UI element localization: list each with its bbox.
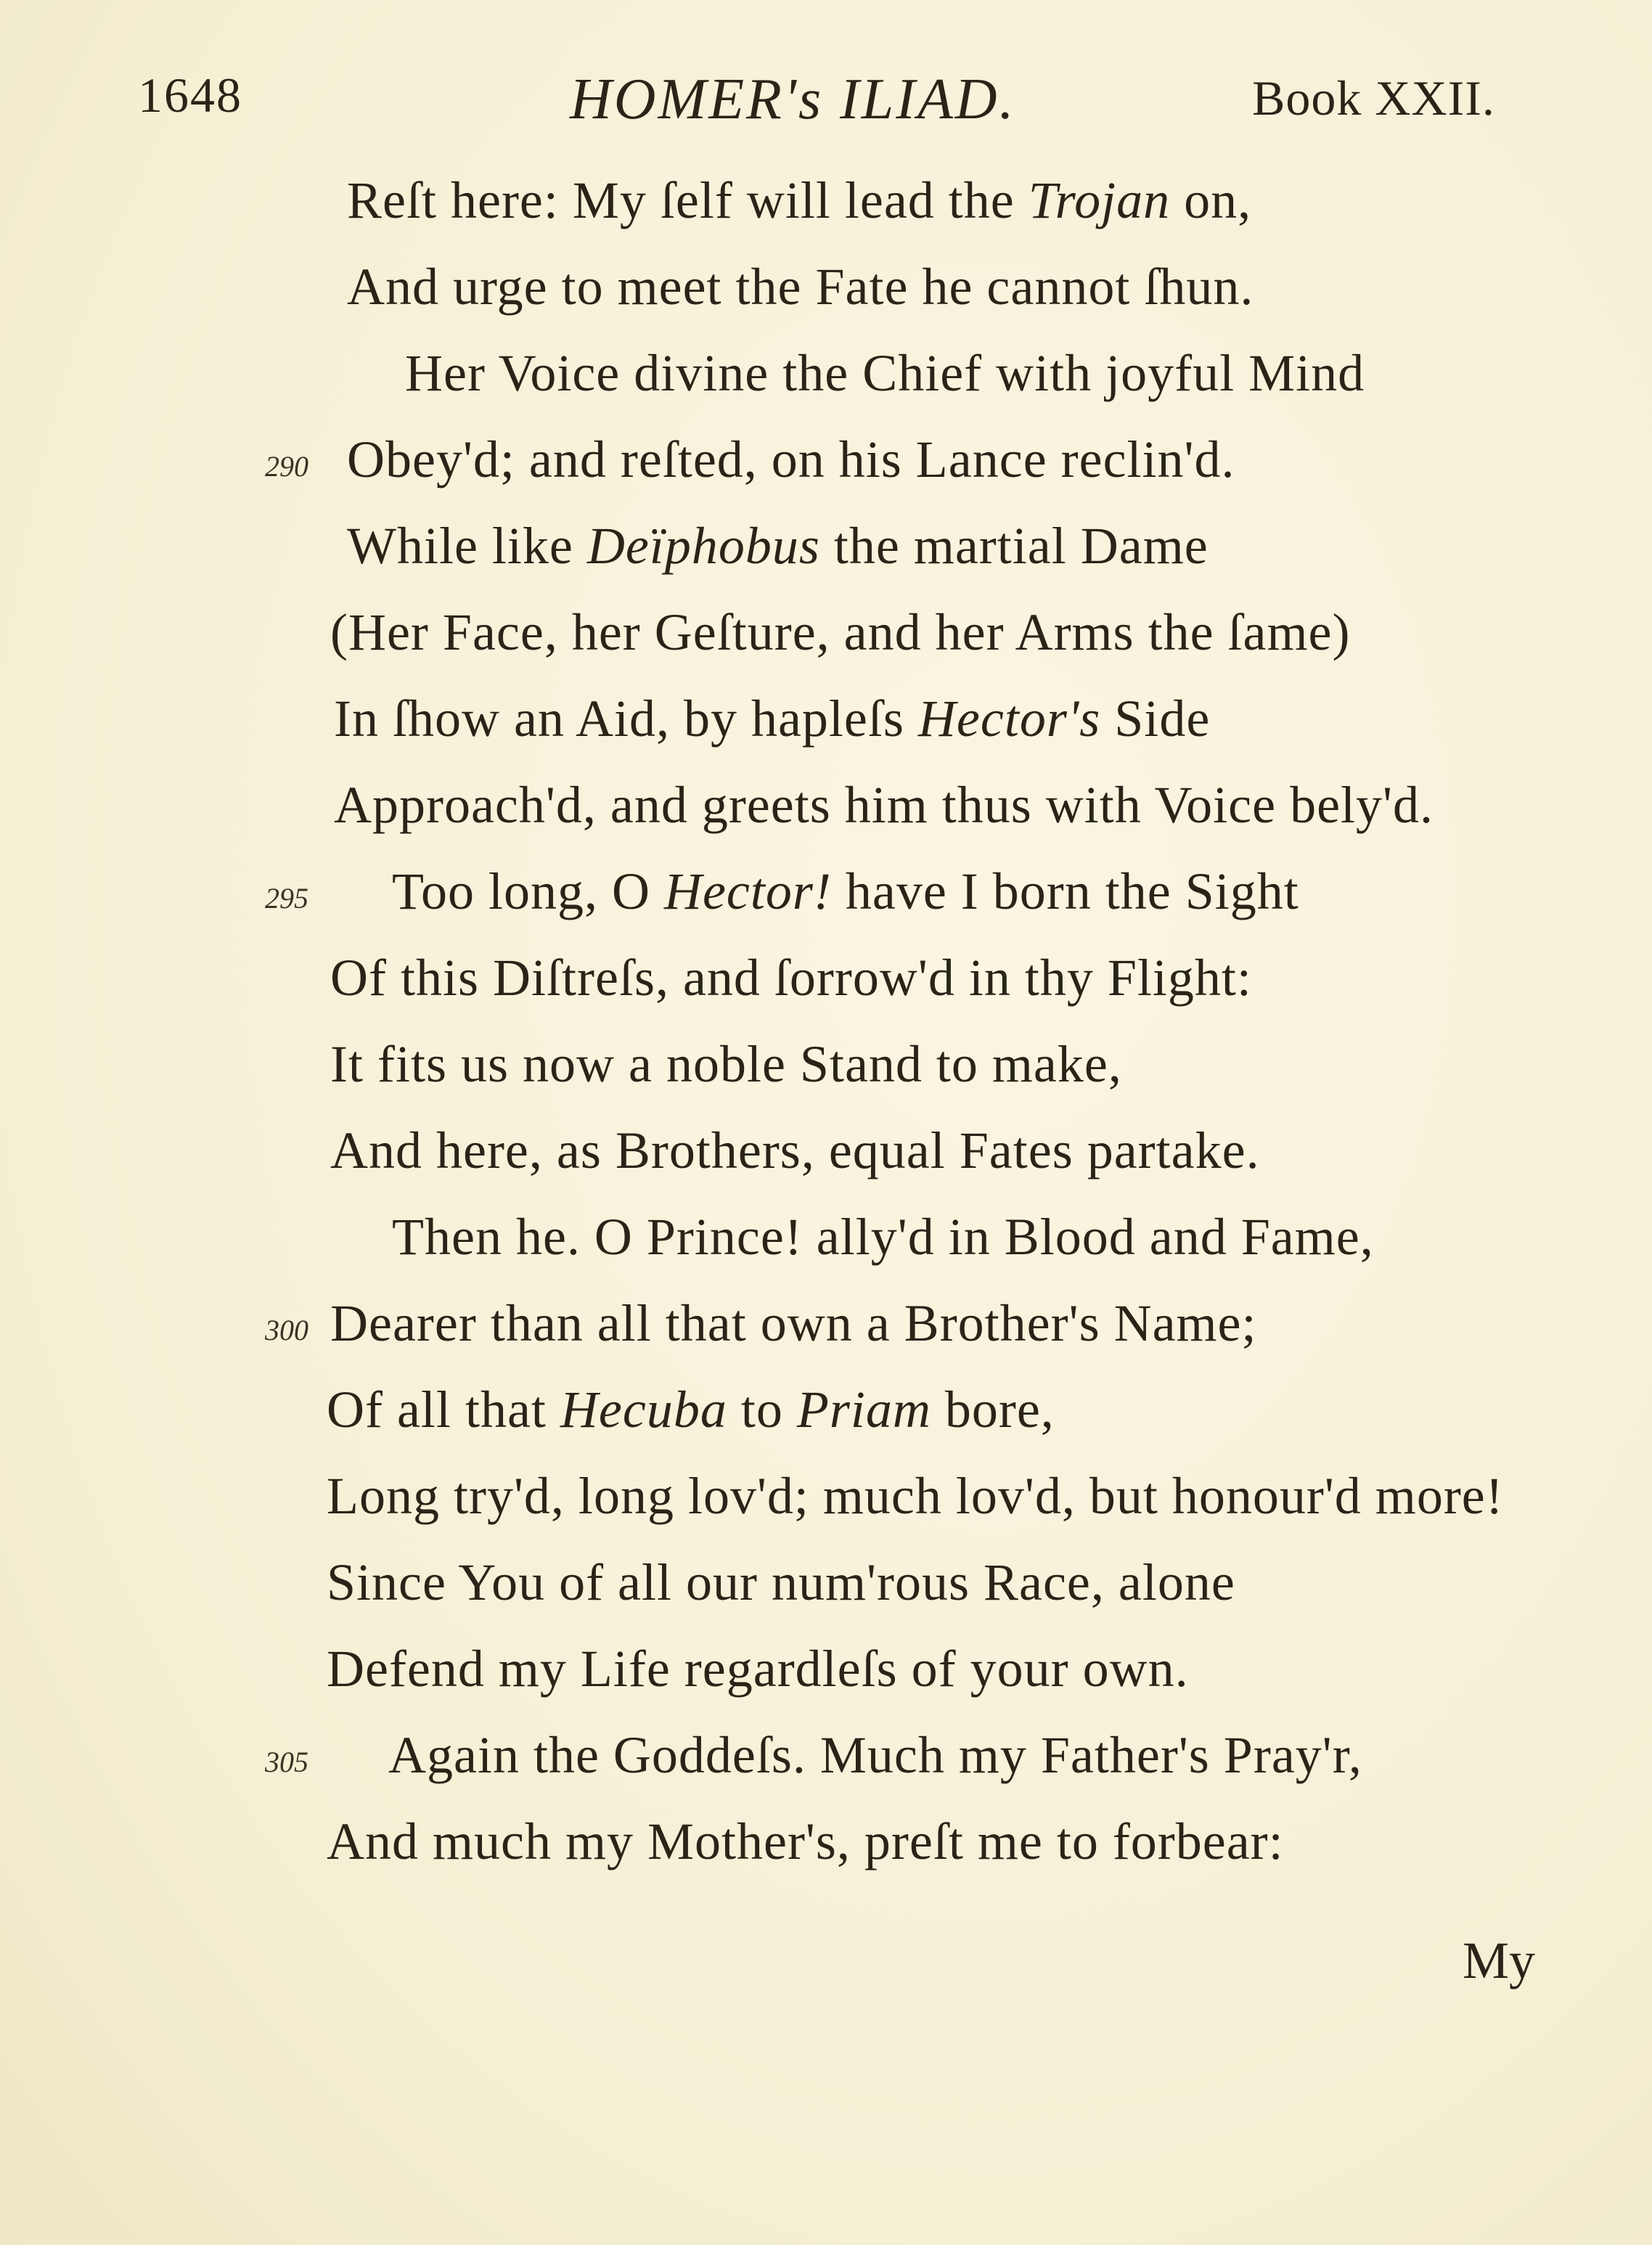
italic-word: Hector's xyxy=(917,690,1101,748)
verse-line xyxy=(347,517,1209,575)
verse-line xyxy=(327,1812,1284,1870)
text-segment: Long try'd, long lov'd; much lov'd, but honour'd more! xyxy=(327,1467,1504,1525)
line-number: 300 xyxy=(265,1314,308,1346)
text-segment: have I born the Sight xyxy=(831,862,1299,920)
text-segment: the martial Dame xyxy=(819,517,1209,575)
verse-line xyxy=(330,949,1252,1007)
text-segment: Again the Goddeſs. Much my Father's Pray'r, xyxy=(388,1726,1362,1784)
verse-line xyxy=(334,690,1211,748)
text-segment: to xyxy=(727,1381,797,1439)
italic-word: Trojan xyxy=(1028,171,1171,229)
text-segment: Reſt here: My ſelf will lead the xyxy=(347,171,1029,229)
running-title: HOMER's ILIAD. xyxy=(570,68,1016,131)
text-segment: Too long, O xyxy=(392,862,664,920)
text-segment: Of all that xyxy=(327,1381,560,1439)
verse-line xyxy=(327,1553,1235,1611)
text-segment: Her Voice divine the Chief with joyful Mind xyxy=(405,344,1365,402)
verse-line xyxy=(327,1381,1055,1439)
verse-line xyxy=(392,862,1299,920)
verse-line xyxy=(327,1467,1504,1525)
text-segment: And much my Mother's, preſt me to forbear: xyxy=(327,1812,1284,1870)
text-segment: Dearer than all that own a Brother's Name; xyxy=(330,1294,1257,1352)
verse-line xyxy=(347,258,1254,316)
text-segment: Approach'd, and greets him thus with Voice bely'd. xyxy=(334,776,1434,834)
running-header xyxy=(0,67,1652,147)
text-segment: Defend my Life regardleſs of your own. xyxy=(327,1640,1189,1698)
text-segment: While like xyxy=(347,517,587,575)
verse-line xyxy=(330,1121,1260,1179)
italic-word: Hecuba xyxy=(560,1381,727,1439)
text-segment: Side xyxy=(1100,690,1211,748)
catchword: My xyxy=(1463,1931,1536,1990)
verse-line xyxy=(327,1640,1189,1698)
text-segment: And urge to meet the Fate he cannot ſhun. xyxy=(347,258,1254,316)
book-label: Book XXII. xyxy=(1252,70,1495,126)
italic-word: Hector! xyxy=(663,862,832,920)
italic-word: Deïphobus xyxy=(586,517,820,575)
verse-line xyxy=(347,171,1252,229)
text-segment: Since You of all our num'rous Race, alone xyxy=(327,1553,1235,1611)
text-segment: Of this Diſtreſs, and ſorrow'd in thy Flight: xyxy=(330,949,1252,1007)
verse-line xyxy=(392,1208,1374,1266)
line-number: 305 xyxy=(265,1746,308,1778)
text-segment: Then he. O Prince! ally'd in Blood and Fame, xyxy=(392,1208,1374,1266)
text-segment: And here, as Brothers, equal Fates partake. xyxy=(330,1121,1260,1179)
verse-line xyxy=(330,1294,1257,1352)
verse-line xyxy=(330,603,1351,661)
verse-line xyxy=(388,1726,1362,1784)
verse-line xyxy=(334,776,1434,834)
line-number: 295 xyxy=(265,882,308,915)
verse-line xyxy=(405,344,1365,402)
italic-word: Priam xyxy=(796,1381,931,1439)
line-number: 290 xyxy=(265,450,308,483)
text-segment: (Her Face, her Geſture, and her Arms the ſame) xyxy=(330,603,1351,661)
text-segment: Obey'd; and reſted, on his Lance reclin'd. xyxy=(347,430,1235,488)
text-segment: on, xyxy=(1170,171,1252,229)
text-segment: It fits us now a noble Stand to make, xyxy=(330,1035,1122,1093)
text-segment: bore, xyxy=(931,1381,1055,1439)
text-segment: In ſhow an Aid, by hapleſs xyxy=(334,690,918,748)
page-number: 1648 xyxy=(138,68,242,123)
verse-line xyxy=(347,430,1235,488)
verse-line xyxy=(330,1035,1122,1093)
